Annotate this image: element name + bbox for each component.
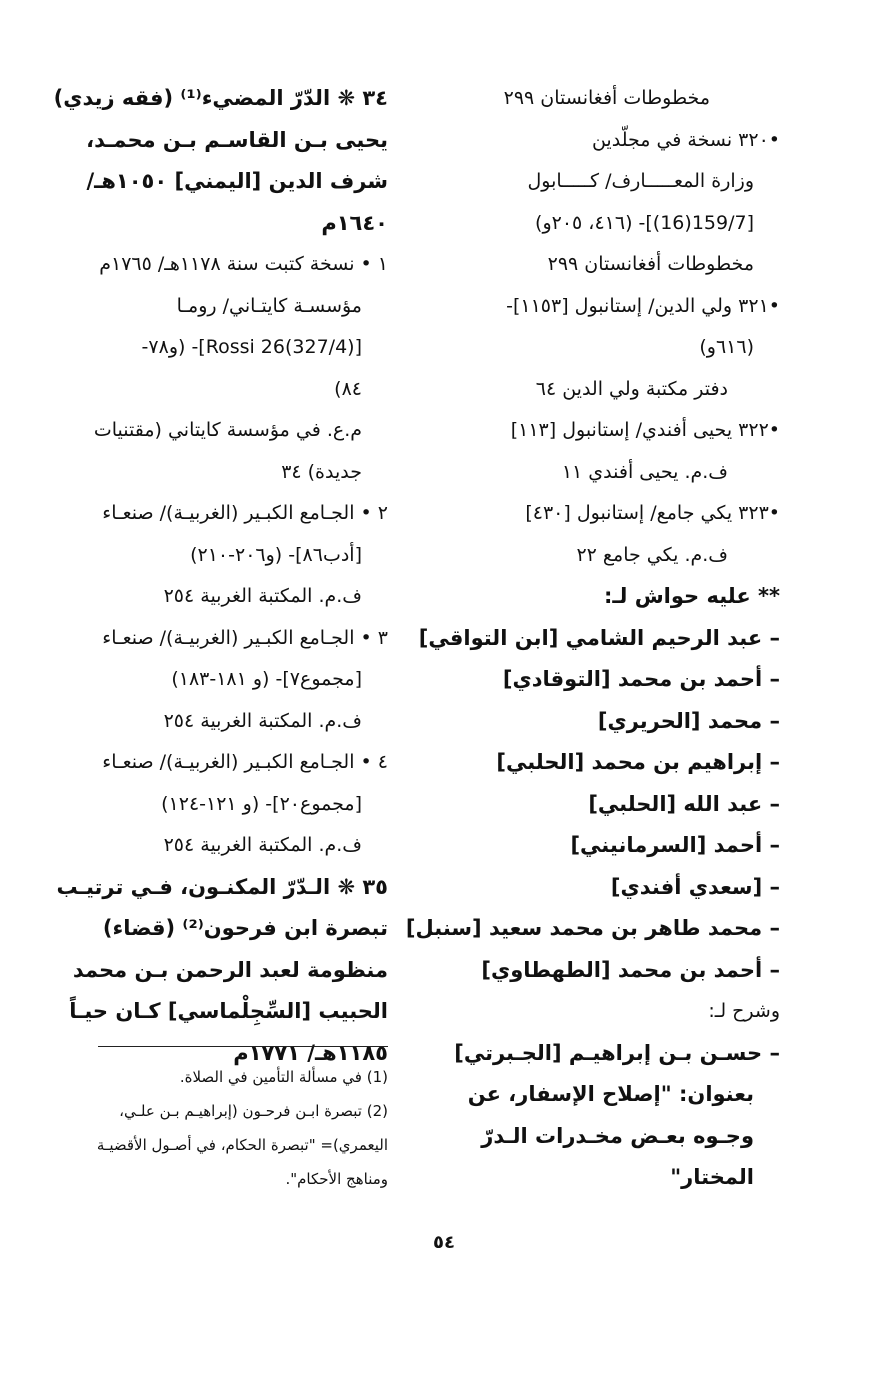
left-column-line: الحبيب [السِّجِلْماسي] كـان حيـاً [69,999,388,1023]
left-column-line: ٢ • الجـامع الكبـير (الغربيـة)/ صنعـاء [102,502,388,524]
right-column-line: – عبد الله [الحلبي] [588,791,780,816]
right-column [405,78,780,1199]
left-column-line: [مجموع٧]- (و ١٨١-١٨٣) [171,668,362,690]
left-column-line: ف.م. المكتبة الغربية ٢٥٤ [163,834,362,856]
right-column-line: – أحمد بن محمد [الطهطاوي] [481,957,780,982]
footnote-2-line-2: اليعمري)= "تبصرة الحكام، في أصـول الأقضيـة [96,1136,388,1154]
left-column [53,78,388,1074]
right-column-line: – [سعدي أفندي] [610,874,780,899]
right-column-line: وزارة المعـــــارف/ كـــــابول [527,170,754,192]
right-column-line: – حسـن بـن إبراهيـم [الجـبرتي] [454,1040,780,1065]
left-column-line: ١٦٤٠م [321,210,388,235]
footnote-2-line-3: ومناهج الأحكام". [285,1170,388,1188]
footnote-2 [90,1094,388,1196]
right-column-line: – أحمد [السرمانيني] [570,833,780,857]
right-column-line: – محمد [الحريري] [597,708,780,733]
right-column-line: وشرح لـ: [708,1000,780,1022]
right-column-line: ** عليه حواش لـ: [603,584,780,608]
right-column-line: – عبد الرحيم الشامي [ابن التواقي] [418,625,780,650]
page-number: ٥٤ [433,1232,455,1253]
left-column-line: شرف الدين [اليمني] ١٠٥٠هـ/ [86,169,388,193]
left-column-line: ٣ • الجـامع الكبـير (الغربيـة)/ صنعـاء [102,626,388,649]
left-column-line: ٤ • الجـامع الكبـير (الغربيـة)/ صنعـاء [102,751,388,773]
left-column-line: منظومة لعبد الرحمن بـن محمد [72,957,388,982]
left-column-line: ١ • نسخة كتبت سنة ١١٧٨هـ/ ١٧٦٥م [99,253,388,275]
left-column-line: يحيى بـن القاسـم بـن محمـد، [86,127,388,152]
footnote-2-line-1: (2) تبصرة ابـن فرحـون (إبراهيـم بـن علـي، [119,1102,388,1120]
right-column-line: – محمد طاهر بن محمد سعيد [سنبل] [405,916,780,940]
left-column-line: [أدب٨٦]- (و٢٠٦-٢١٠) [190,543,362,566]
right-column-line: وجـوه بعـض مخـدرات الـدرّ [481,1123,754,1148]
footnote-1 [90,1060,388,1094]
left-column-line: ٣٥ ❋ الـدّرّ المكنـون، فـي ترتيـب [56,874,388,899]
left-column-line: ف.م. المكتبة الغربية ٢٥٤ [163,585,362,607]
left-column-line: ف.م. المكتبة الغربية ٢٥٤ [163,709,362,732]
left-column-line: ٣٤ ❋ الدّرّ المضيء⁽¹⁾ (فقه زيدي) [53,86,388,110]
right-column-line: دفتر مكتبة ولي الدين ٦٤ [535,377,728,400]
right-column-line: مخطوطات أفغانستان ٢٩٩ [503,87,710,109]
left-column-line: [مجموع٢٠]- (و ١٢١-١٢٤) [161,792,362,815]
right-column-line: – إبراهيم بن محمد [الحلبي] [496,750,780,774]
left-column-line: م.ع. في مؤسسة كايتاني (مقتنيات [93,419,362,441]
left-column-line: ٨٤) [334,377,362,400]
right-column-line: [159/7(16)]- (٤١٦، ٢٠٥و) [535,211,754,234]
left-column-line: [Rossi 26(327/4)]- (و٧٨- [141,336,362,358]
right-column-line: •٣٢٢ يحيى أفندي/ إستانبول [١١٣] [510,419,780,441]
right-column-line: – أحمد بن محمد [التوقادي] [502,667,780,691]
left-column-line: تبصرة ابن فرحون⁽²⁾ (قضاء) [102,916,388,940]
right-column-line: •٣٢٣ يكي جامع/ إستانبول [٤٣٠] [525,502,780,524]
right-column-line: •٣٢١ ولي الدين/ إستانبول [١١٥٣]- [506,294,780,317]
right-column-line: •٣٢٠ نسخة في مجلّدين [591,128,780,151]
footnote-separator [98,1046,388,1047]
left-column-line: ١١٨٥هـ/ ١٧٧١م [233,1040,388,1065]
right-column-line: مخطوطات أفغانستان ٢٩٩ [547,253,754,275]
left-column-line: مؤسسـة كايتـاني/ رومـا [176,294,362,317]
left-column-line: جديدة) ٣٤ [281,460,362,483]
right-column-line: ف.م. يكي جامع ٢٢ [576,543,728,566]
right-column-line: بعنوان: "إصلاح الإسفار، عن [467,1082,754,1106]
footnote-1-text: (1) في مسألة التأمين في الصلاة. [179,1068,388,1086]
right-column-line: ف.م. يحيى أفندي ١١ [561,460,728,483]
right-column-line: المختار" [670,1165,754,1189]
right-column-line: (٦١٦و) [699,336,754,358]
